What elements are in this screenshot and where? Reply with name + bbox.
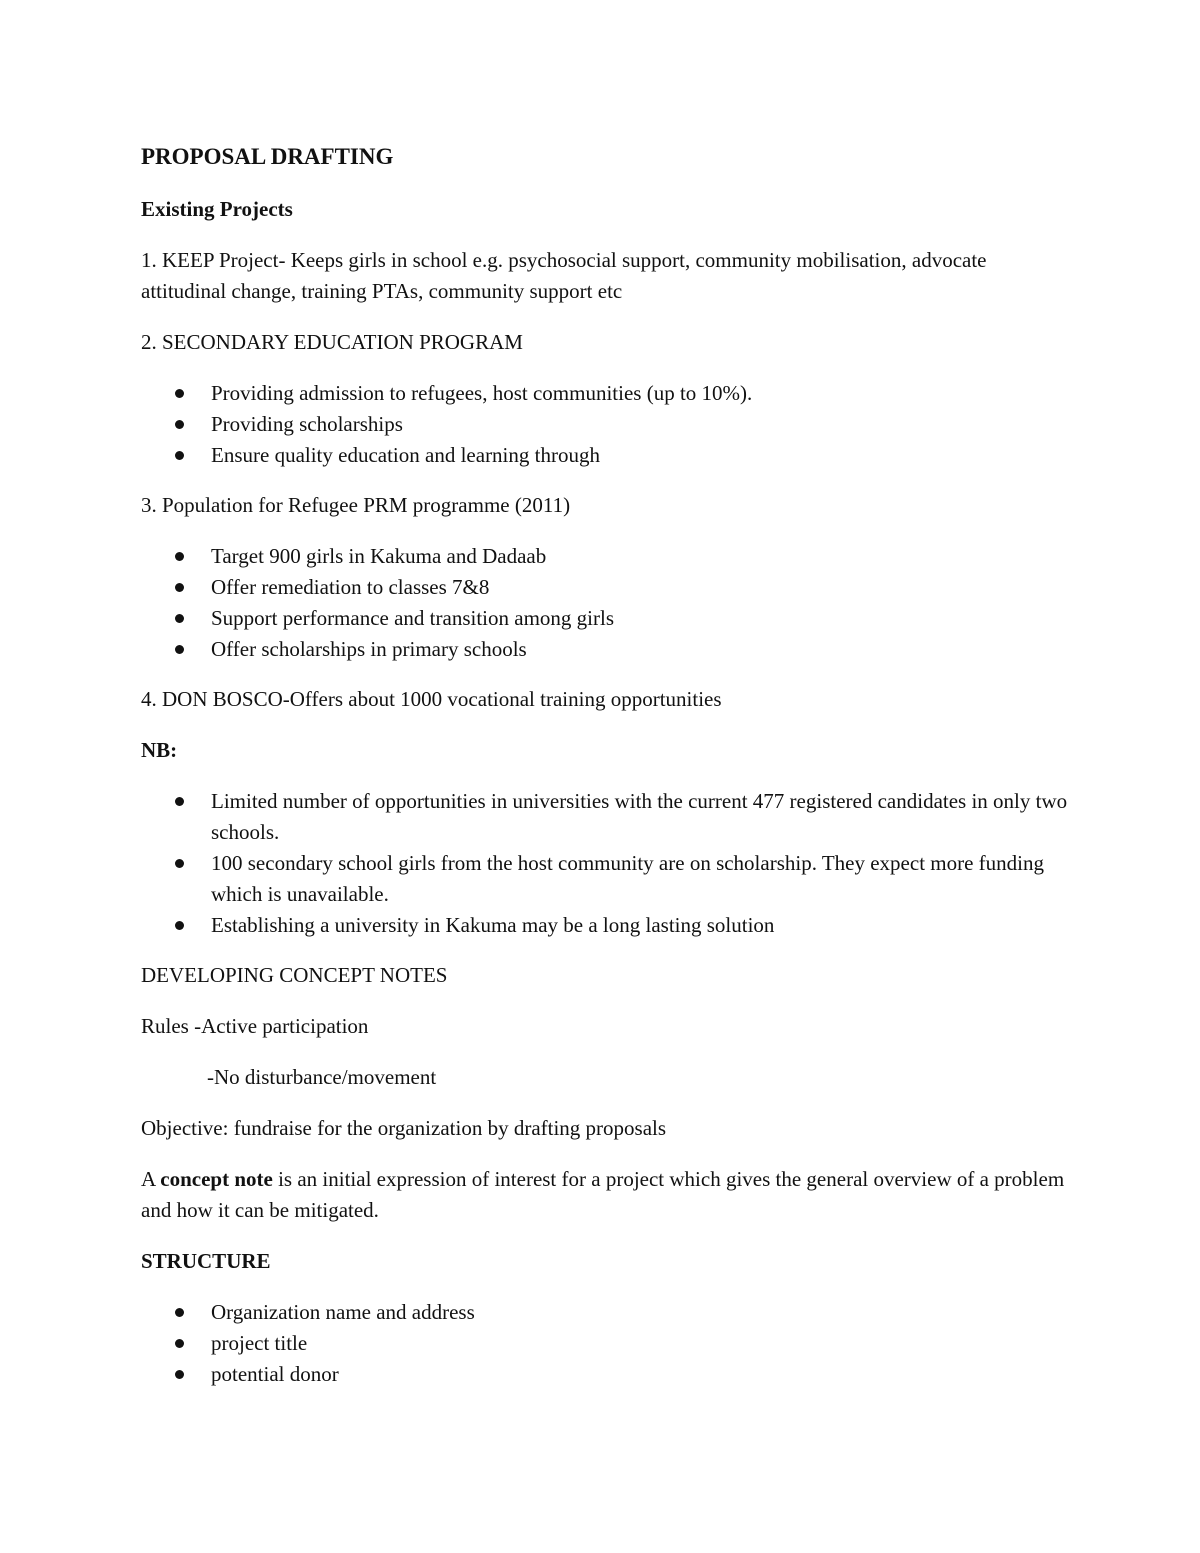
rules-line: Rules -Active participation xyxy=(141,1014,369,1038)
nb-heading: NB: xyxy=(141,738,178,762)
secondary-education-heading: 2. SECONDARY EDUCATION PROGRAM xyxy=(141,330,523,354)
bullet-icon xyxy=(175,645,184,654)
prm-programme-list xyxy=(141,541,1071,665)
list-item-text: Providing scholarships xyxy=(211,412,403,436)
concept-note-definition xyxy=(141,1164,1071,1226)
list-item-text: Ensure quality education and learning through xyxy=(211,443,600,467)
list-item-text: Offer scholarships in primary schools xyxy=(211,637,527,661)
list-item xyxy=(211,1359,1071,1390)
list-item-text: Offer remediation to classes 7&8 xyxy=(211,575,490,599)
list-item-text: 100 secondary school girls from the host community are on scholarship. They expect more funding which is unavailable. xyxy=(211,851,1045,906)
existing-projects-heading: Existing Projects xyxy=(141,197,293,221)
bullet-icon xyxy=(175,552,184,561)
rules-line-continued: -No disturbance/movement xyxy=(207,1065,437,1089)
list-item xyxy=(211,1328,1071,1359)
bullet-icon xyxy=(175,1339,184,1348)
list-item-text: Providing admission to refugees, host communities (up to 10%). xyxy=(211,381,753,405)
definition-term: concept note xyxy=(160,1167,273,1191)
list-item-text: Limited number of opportunities in universities with the current 477 registered candidates in only two schools. xyxy=(211,789,1068,844)
don-bosco-item: 4. DON BOSCO-Offers about 1000 vocational training opportunities xyxy=(141,687,722,711)
bullet-icon xyxy=(175,797,184,806)
structure-list xyxy=(141,1297,1071,1390)
keep-project-item: 1. KEEP Project- Keeps girls in school e.g. psychosocial support, community mobilisation, advocate attitudinal change, training PTAs, community support etc xyxy=(141,248,987,303)
bullet-icon xyxy=(175,614,184,623)
bullet-icon xyxy=(175,921,184,930)
list-item-text: project title xyxy=(211,1331,308,1355)
bullet-icon xyxy=(175,389,184,398)
concept-notes-heading: DEVELOPING CONCEPT NOTES xyxy=(141,963,448,987)
list-item xyxy=(211,440,1071,471)
list-item-text: Organization name and address xyxy=(211,1300,475,1324)
objective-line: Objective: fundraise for the organization by drafting proposals xyxy=(141,1116,667,1140)
list-item xyxy=(211,786,1071,848)
list-item-text: Establishing a university in Kakuma may be a long lasting solution xyxy=(211,913,775,937)
list-item xyxy=(211,1297,1071,1328)
list-item-text: Target 900 girls in Kakuma and Dadaab xyxy=(211,544,547,568)
list-item-text: potential donor xyxy=(211,1362,339,1386)
list-item xyxy=(211,848,1071,910)
document-page xyxy=(141,140,1071,1409)
document-title: PROPOSAL DRAFTING xyxy=(141,144,394,169)
list-item xyxy=(211,603,1071,634)
bullet-icon xyxy=(175,451,184,460)
bullet-icon xyxy=(175,420,184,429)
bullet-icon xyxy=(175,859,184,868)
nb-list xyxy=(141,786,1071,941)
list-item xyxy=(211,634,1071,665)
definition-prefix: A xyxy=(141,1167,161,1191)
bullet-icon xyxy=(175,583,184,592)
prm-programme-heading: 3. Population for Refugee PRM programme (2011) xyxy=(141,493,571,517)
bullet-icon xyxy=(175,1308,184,1317)
list-item xyxy=(211,409,1071,440)
list-item xyxy=(211,541,1071,572)
list-item xyxy=(211,572,1071,603)
list-item xyxy=(211,378,1071,409)
definition-text: is an initial expression of interest for a project which gives the general overview of a problem and how it can be mitigated. xyxy=(141,1167,1065,1222)
list-item-text: Support performance and transition among girls xyxy=(211,606,614,630)
bullet-icon xyxy=(175,1370,184,1379)
list-item xyxy=(211,910,1071,941)
secondary-education-list xyxy=(141,378,1071,471)
structure-heading: STRUCTURE xyxy=(141,1249,271,1273)
